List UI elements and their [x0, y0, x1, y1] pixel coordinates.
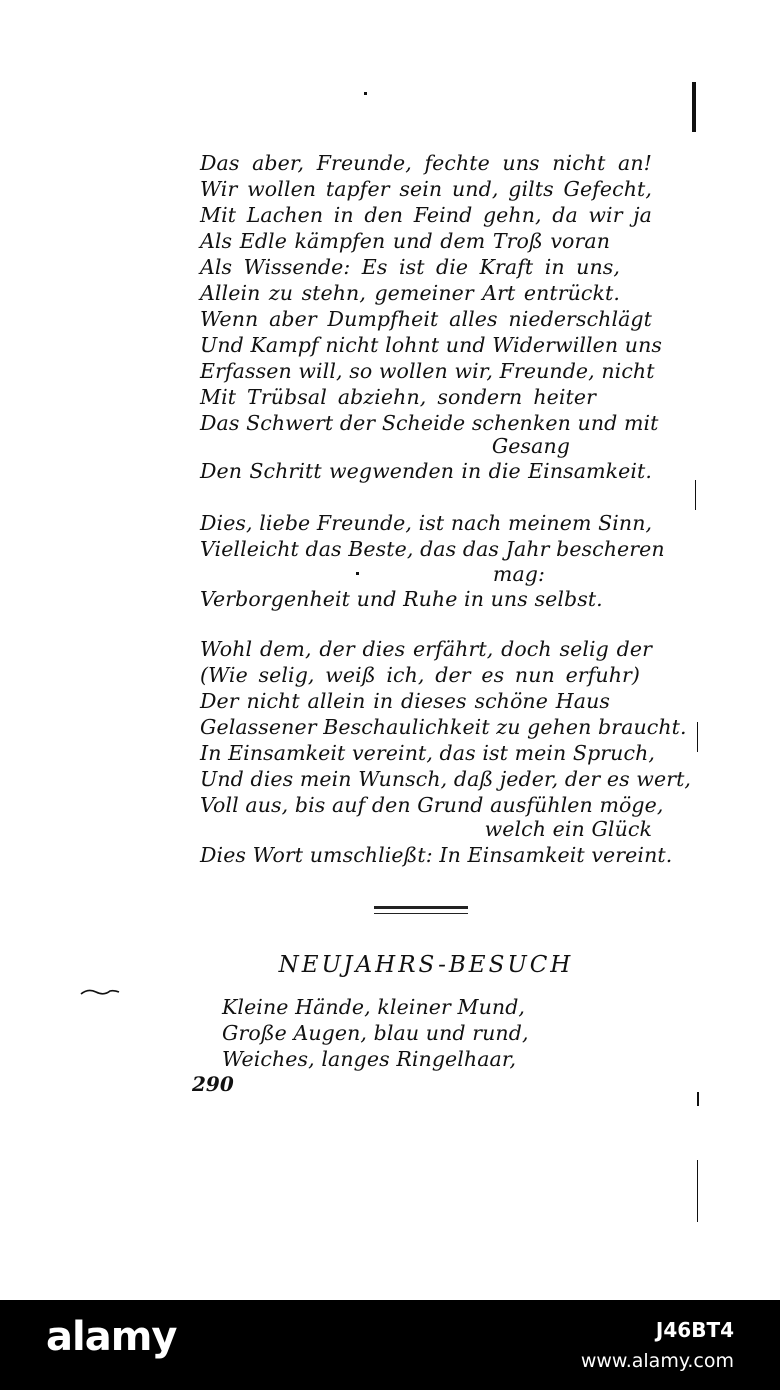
poem-line: Verborgenheit und Ruhe in uns selbst.	[200, 587, 603, 611]
tilde-margin-mark	[80, 986, 120, 998]
image-id: J46BT4	[655, 1318, 734, 1342]
poem-line: Den Schritt wegwenden in die Einsamkeit.	[200, 459, 652, 483]
poem-line-continuation: mag:	[492, 562, 545, 586]
poem-line: Wohl dem, der dies erfährt, doch selig der	[200, 637, 652, 661]
margin-line-mark	[697, 1160, 698, 1222]
poem-line-continuation: welch ein Glück	[484, 817, 652, 841]
poem-line: Erfassen will, so wollen wir, Freunde, nicht	[200, 359, 655, 383]
page-number: 290	[192, 1072, 234, 1096]
poem-line: Als Wissende: Es ist die Kraft in uns,	[200, 255, 620, 279]
poem-line: Und Kampf nicht lohnt und Widerwillen uns	[200, 333, 663, 357]
poem-line: Wenn aber Dumpfheit alles niederschlägt	[200, 307, 652, 331]
poem-line: (Wie selig, weiß ich, der es nun erfuhr)	[200, 663, 640, 687]
dot-mark	[356, 572, 359, 575]
poem-line: Dies Wort umschließt: In Einsamkeit vereint.	[200, 843, 673, 867]
poem-line: Kleine Hände, kleiner Mund,	[222, 995, 526, 1019]
poem-line: Und dies mein Wunsch, daß jeder, der es wert,	[200, 767, 692, 791]
poem-line: Gelassener Beschaulichkeit zu gehen braucht.	[200, 715, 687, 739]
poem-line-continuation: Gesang	[491, 434, 570, 458]
poem-line: Vielleicht das Beste, das das Jahr bescheren	[200, 537, 665, 561]
poem-line: Das aber, Freunde, fechte uns nicht an!	[200, 151, 652, 175]
poem-line: Weiches, langes Ringelhaar,	[222, 1047, 517, 1071]
poem-line: Als Edle kämpfen und dem Troß voran	[200, 229, 610, 253]
alamy-logo: alamy	[46, 1314, 177, 1360]
poem-line: Wir wollen tapfer sein und, gilts Gefecht,	[200, 177, 652, 201]
section-divider-thick	[374, 906, 468, 909]
poem-title: NEUJAHRS-BESUCH	[278, 952, 574, 978]
poem-line: Voll aus, bis auf den Grund ausfühlen möge,	[200, 793, 664, 817]
margin-bar-mark	[692, 82, 696, 132]
poem-line: Das Schwert der Scheide schenken und mit	[200, 411, 659, 435]
margin-line-mark	[697, 1092, 699, 1106]
watermark-bar	[0, 1300, 780, 1390]
poem-line: In Einsamkeit vereint, das ist mein Spruch,	[200, 741, 655, 765]
site-url: www.alamy.com	[580, 1350, 734, 1372]
poem-line: Mit Lachen in den Feind gehn, da wir ja	[200, 203, 652, 227]
section-divider-thin	[374, 913, 468, 914]
dot-mark	[364, 92, 367, 95]
margin-line-mark	[697, 722, 698, 752]
poem-line: Allein zu stehn, gemeiner Art entrückt.	[200, 281, 620, 305]
poem-line: Dies, liebe Freunde, ist nach meinem Sinn,	[200, 511, 653, 535]
poem-line: Mit Trübsal abziehn, sondern heiter	[200, 385, 596, 409]
poem-line: Große Augen, blau und rund,	[222, 1021, 529, 1045]
margin-line-mark	[695, 480, 696, 510]
poem-line: Der nicht allein in dieses schöne Haus	[200, 689, 610, 713]
